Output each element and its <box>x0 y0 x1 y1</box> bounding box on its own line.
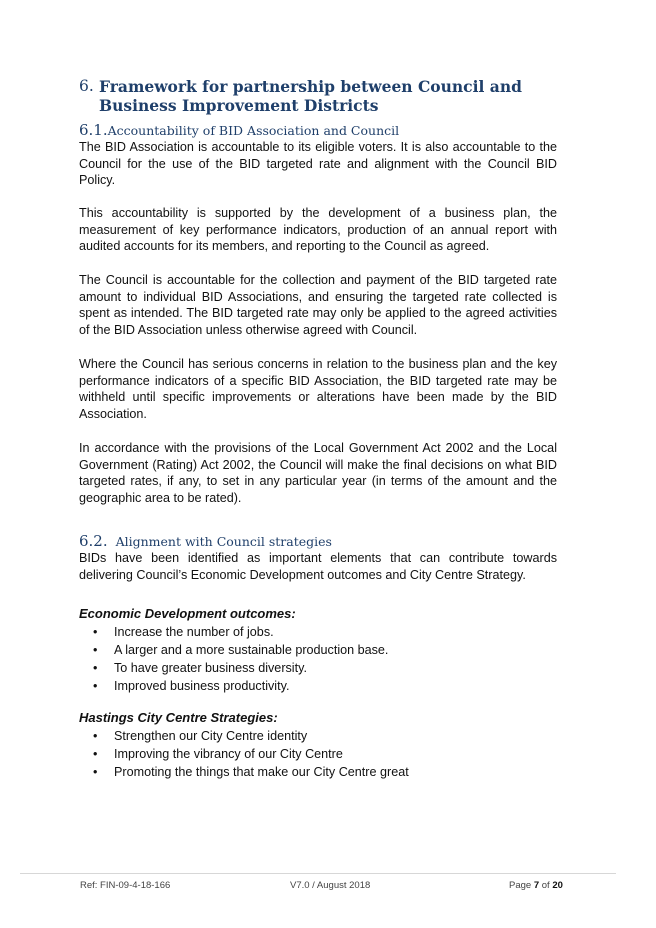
city-centre-strategies-list <box>92 727 409 781</box>
footer-page-of: of <box>541 880 550 891</box>
list-item: • Increase the number of jobs. <box>92 623 388 641</box>
economic-outcomes-list <box>92 623 388 695</box>
paragraph: Where the Council has serious concerns in relation to the business plan and the key performance indicators of a specific BID Association, the BID targeted rate may be withheld until specific improvements or alterations have been made by the BID Association. <box>79 357 557 421</box>
paragraph: The BID Association is accountable to its eligible voters. It is also accountable to the Council for the use of the BID targeted rate and alignment with the Council BID Policy. <box>79 140 557 187</box>
paragraph: In accordance with the provisions of the Local Government Act 2002 and the Local Government (Rating) Act 2002, the Council will make the final decisions on what BID targeted rates, if any, to set in any particular year (in terms of the amount and the geographic area to be rated). <box>79 441 557 505</box>
list-item: • A larger and a more sustainable production base. <box>92 641 388 659</box>
subsection-heading-accountability <box>79 122 399 139</box>
subsection-heading-alignment <box>79 533 332 550</box>
subsection-title: Alignment with Council strategies <box>115 534 332 549</box>
footer-page-number <box>509 880 563 892</box>
paragraph: The Council is accountable for the collection and payment of the BID targeted rate amount to individual BID Associations, and ensuring the targeted rate collected is spent as intended. The BID targeted rate may only be applied to the agreed activities of the BID Association unless otherwise agreed with Council. <box>79 273 557 337</box>
footer-reference: Ref: FIN-09-4-18-166 <box>80 880 171 891</box>
paragraph: BIDs have been identified as important elements that can contribute towards delivering Council’s Economic Development outcomes and City Centre Strategy. <box>79 551 557 582</box>
paragraph: This accountability is supported by the development of a business plan, the measurement of key performance indicators, production of an annual report with audited accounts for its members, and reporting to the Council as agreed. <box>79 206 557 253</box>
footer-page-current: 7 <box>533 880 540 891</box>
subsection-number: 6.2. <box>79 532 108 550</box>
footer-divider <box>20 873 616 874</box>
list-item: • Strengthen our City Centre identity <box>92 727 409 745</box>
list-item: • Improved business productivity. <box>92 677 388 695</box>
list-item: • Promoting the things that make our City Centre great <box>92 763 409 781</box>
section-number: 6. <box>79 77 94 95</box>
subsection-number: 6.1. <box>79 121 108 139</box>
footer-page-label: Page <box>509 880 532 891</box>
economic-development-heading: Economic Development outcomes: <box>79 606 296 621</box>
footer-page-total: 20 <box>552 880 563 891</box>
list-item: • To have greater business diversity. <box>92 659 388 677</box>
list-item: • Improving the vibrancy of our City Centre <box>92 745 409 763</box>
section-heading <box>79 77 559 115</box>
section-title: Framework for partnership between Council and Business Improvement Districts <box>99 77 522 115</box>
footer-version: V7.0 / August 2018 <box>290 880 371 891</box>
city-centre-strategies-heading: Hastings City Centre Strategies: <box>79 710 278 725</box>
subsection-title: Accountability of BID Association and Council <box>107 123 400 138</box>
